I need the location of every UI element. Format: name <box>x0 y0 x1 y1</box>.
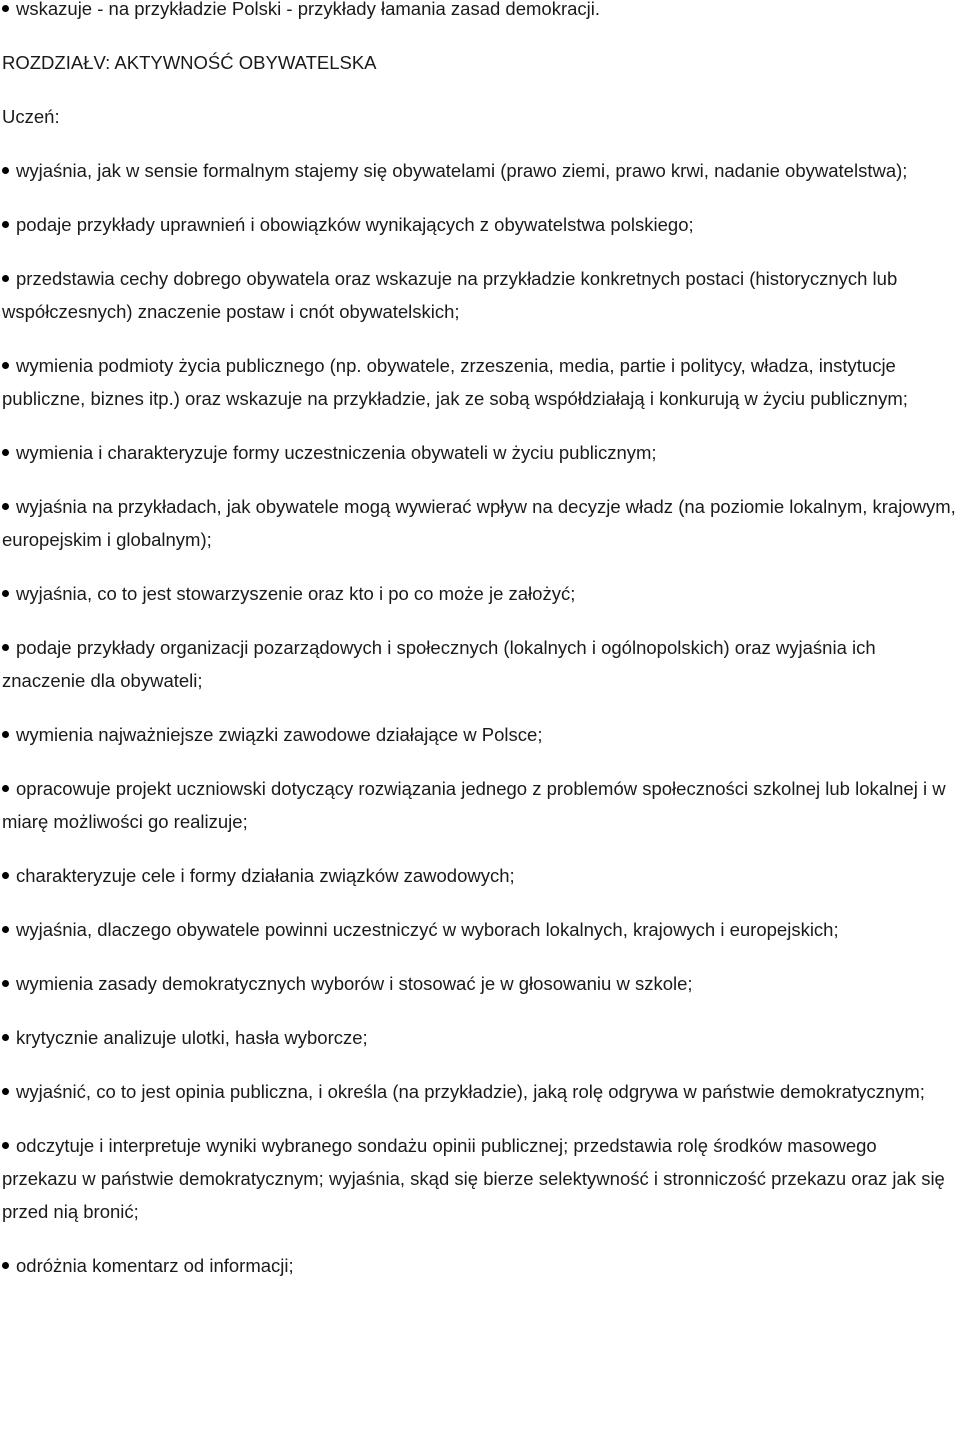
bullet-icon <box>2 275 9 282</box>
list-item-text: wymienia podmioty życia publicznego (np. obywatele, zrzeszenia, media, partie i politycy, władza, instytucje publiczne, biznes itp.) oraz wskazuje na przykładzie, jak ze sobą współdziałają i konkurują w życiu publicznym; <box>2 355 908 409</box>
bullet-icon <box>2 362 9 369</box>
list-item-text: wymienia zasady demokratycznych wyborów i stosować je w głosowaniu w szkole; <box>16 973 693 994</box>
list-item-text: wyjaśnia na przykładach, jak obywatele mogą wywierać wpływ na decyzje władz (na poziomie lokalnym, krajowym, europejskim i globalnym); <box>2 496 956 550</box>
list-item <box>0 154 956 187</box>
list-item <box>0 859 956 892</box>
bullet-icon <box>2 644 9 651</box>
list-item <box>0 772 956 838</box>
bullet-icon <box>2 1034 9 1041</box>
list-item <box>0 1021 956 1054</box>
bullet-icon <box>2 926 9 933</box>
bullet-icon <box>2 1088 9 1095</box>
list-item <box>0 631 956 697</box>
bullet-icon <box>2 1142 9 1149</box>
list-item <box>0 718 956 751</box>
bullet-icon <box>2 503 9 510</box>
list-item <box>0 349 956 415</box>
bullet-icon <box>2 785 9 792</box>
list-item-text: wskazuje - na przykładzie Polski - przykłady łamania zasad demokracji. <box>16 0 601 19</box>
list-item-text: odczytuje i interpretuje wyniki wybranego sondażu opinii publicznej; przedstawia rolę środków masowego przekazu w państwie demokratycznym; wyjaśnia, skąd się bierze selektywność i stronniczość przekazu oraz jak się przed nią bronić; <box>2 1135 945 1222</box>
list-item-text: podaje przykłady organizacji pozarządowych i społecznych (lokalnych i ogólnopolskich) oraz wyjaśnia ich znaczenie dla obywateli; <box>2 637 876 691</box>
bullet-icon <box>2 590 9 597</box>
list-item-text: wyjaśnia, jak w sensie formalnym stajemy się obywatelami (prawo ziemi, prawo krwi, nadanie obywatelstwa); <box>16 160 908 181</box>
student-label: Uczeń: <box>2 106 60 127</box>
list-item <box>0 0 956 25</box>
bullet-icon <box>2 731 9 738</box>
list-item <box>0 1129 956 1228</box>
list-item-text: opracowuje projekt uczniowski dotyczący rozwiązania jednego z problemów społeczności szkolnej lub lokalnej i w miarę możliwości go realizuje; <box>2 778 946 832</box>
section-heading: ROZDZIAŁV: AKTYWNOŚĆ OBYWATELSKA <box>2 52 377 73</box>
list-item <box>0 967 956 1000</box>
list-item-text: wymienia i charakteryzuje formy uczestniczenia obywateli w życiu publicznym; <box>16 442 657 463</box>
list-item-text: charakteryzuje cele i formy działania związków zawodowych; <box>16 865 515 886</box>
bullet-icon <box>2 1262 9 1269</box>
bullet-icon <box>2 449 9 456</box>
list-item <box>0 490 956 556</box>
bullet-icon <box>2 872 9 879</box>
bullet-icon <box>2 221 9 228</box>
list-item <box>0 913 956 946</box>
list-item-text: wyjaśnia, dlaczego obywatele powinni uczestniczyć w wyborach lokalnych, krajowych i europejskich; <box>16 919 839 940</box>
list-item <box>0 1075 956 1108</box>
list-item <box>0 262 956 328</box>
bullet-icon <box>2 167 9 174</box>
list-item-text: krytycznie analizuje ulotki, hasła wyborcze; <box>16 1027 368 1048</box>
bullet-icon <box>2 980 9 987</box>
list-item-text: wymienia najważniejsze związki zawodowe działające w Polsce; <box>16 724 543 745</box>
list-item-text: wyjaśnia, co to jest stowarzyszenie oraz kto i po co może je założyć; <box>16 583 576 604</box>
list-item-text: wyjaśnić, co to jest opinia publiczna, i określa (na przykładzie), jaką rolę odgrywa w państwie demokratycznym; <box>16 1081 925 1102</box>
list-item-text: odróżnia komentarz od informacji; <box>16 1255 294 1276</box>
list-item <box>0 577 956 610</box>
list-item-text: podaje przykłady uprawnień i obowiązków wynikających z obywatelstwa polskiego; <box>16 214 694 235</box>
list-item <box>0 436 956 469</box>
list-item <box>0 208 956 241</box>
bullet-icon <box>2 5 9 12</box>
list-item-text: przedstawia cechy dobrego obywatela oraz wskazuje na przykładzie konkretnych postaci (historycznych lub współczesnych) znaczenie postaw i cnót obywatelskich; <box>2 268 898 322</box>
list-item <box>0 1249 956 1282</box>
